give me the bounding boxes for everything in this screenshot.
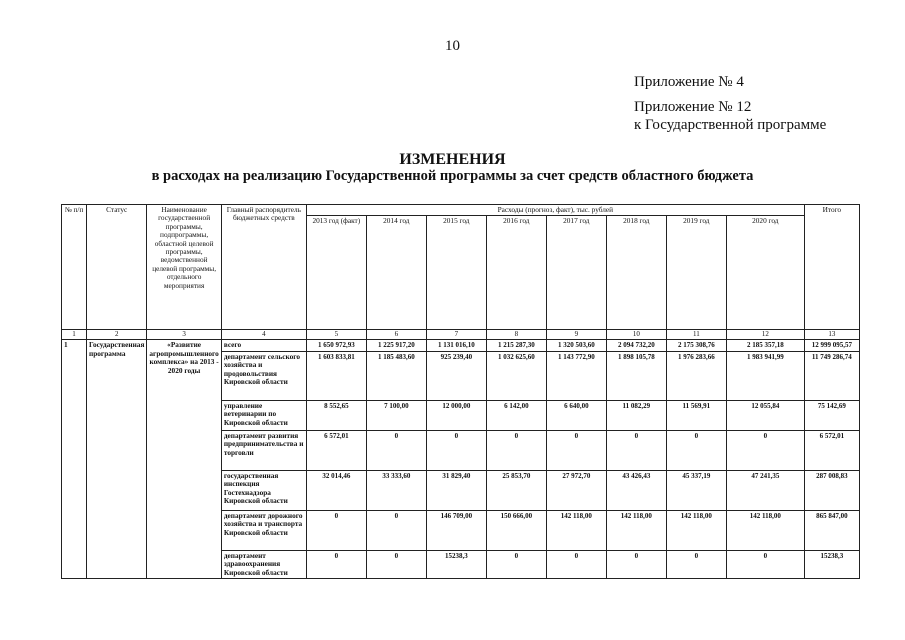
value-cell: 31 829,40 bbox=[426, 470, 486, 510]
column-number: 4 bbox=[221, 330, 306, 340]
expenses-table bbox=[61, 204, 860, 579]
value-cell: 43 426,43 bbox=[606, 470, 666, 510]
header-expenses: Расходы (прогноз, факт), тыс. рублей bbox=[306, 205, 804, 216]
column-number: 5 bbox=[306, 330, 366, 340]
value-cell: 1 131 016,10 bbox=[426, 340, 486, 351]
header-year: 2020 год bbox=[726, 216, 804, 330]
header-executor: Главный распорядитель бюджетных средств bbox=[221, 205, 306, 330]
page-number: 10 bbox=[445, 38, 460, 54]
program-status: Государственная программа bbox=[87, 340, 147, 579]
value-cell: 2 175 308,76 bbox=[666, 340, 726, 351]
appendix-line-1: Приложение № 4 bbox=[634, 74, 744, 90]
value-cell: 150 666,00 bbox=[486, 510, 546, 550]
value-cell: 0 bbox=[726, 430, 804, 470]
header-year: 2017 год bbox=[546, 216, 606, 330]
value-cell: 6 572,01 bbox=[306, 430, 366, 470]
value-cell: 2 094 732,20 bbox=[606, 340, 666, 351]
value-cell: 865 847,00 bbox=[804, 510, 859, 550]
column-number: 6 bbox=[366, 330, 426, 340]
value-cell: 0 bbox=[486, 550, 546, 578]
header-status: Статус bbox=[87, 205, 147, 330]
value-cell: 142 118,00 bbox=[666, 510, 726, 550]
header-no: № п/п bbox=[62, 205, 87, 330]
value-cell: 1 143 772,90 bbox=[546, 351, 606, 400]
value-cell: 1 225 917,20 bbox=[366, 340, 426, 351]
value-cell: 142 118,00 bbox=[726, 510, 804, 550]
header-name: Наименование государственной программы, подпрограммы, областной целевой программы, ведомственной целевой программы, отдельного мероприятия bbox=[147, 205, 221, 330]
value-cell: 15238,3 bbox=[426, 550, 486, 578]
executor-cell: департамент развития предпринимательства и торговли bbox=[221, 430, 306, 470]
column-number: 8 bbox=[486, 330, 546, 340]
value-cell: 0 bbox=[606, 430, 666, 470]
value-cell: 142 118,00 bbox=[606, 510, 666, 550]
column-number: 2 bbox=[87, 330, 147, 340]
value-cell: 1 650 972,93 bbox=[306, 340, 366, 351]
header-year: 2014 год bbox=[366, 216, 426, 330]
column-number: 9 bbox=[546, 330, 606, 340]
value-cell: 45 337,19 bbox=[666, 470, 726, 510]
value-cell: 925 239,40 bbox=[426, 351, 486, 400]
header-year: 2015 год bbox=[426, 216, 486, 330]
value-cell: 0 bbox=[306, 550, 366, 578]
document-subtitle: в расходах на реализацию Государственной программы за счет средств областного бюджета bbox=[151, 168, 754, 184]
value-cell: 0 bbox=[486, 430, 546, 470]
column-number: 13 bbox=[804, 330, 859, 340]
column-number: 12 bbox=[726, 330, 804, 340]
executor-cell: управление ветеринарии по Кировской области bbox=[221, 400, 306, 430]
value-cell: 8 552,65 bbox=[306, 400, 366, 430]
column-number-row bbox=[62, 330, 860, 340]
value-cell: 11 569,91 bbox=[666, 400, 726, 430]
value-cell: 1 032 625,60 bbox=[486, 351, 546, 400]
value-cell: 11 082,29 bbox=[606, 400, 666, 430]
value-cell: 6 142,00 bbox=[486, 400, 546, 430]
value-cell: 75 142,69 bbox=[804, 400, 859, 430]
value-cell: 1 976 283,66 bbox=[666, 351, 726, 400]
value-cell: 0 bbox=[426, 430, 486, 470]
value-cell: 1 983 941,99 bbox=[726, 351, 804, 400]
value-cell: 0 bbox=[366, 510, 426, 550]
value-cell: 0 bbox=[366, 430, 426, 470]
header-year: 2019 год bbox=[666, 216, 726, 330]
value-cell: 0 bbox=[546, 550, 606, 578]
value-cell: 27 972,70 bbox=[546, 470, 606, 510]
header-year: 2013 год (факт) bbox=[306, 216, 366, 330]
value-cell: 47 241,35 bbox=[726, 470, 804, 510]
value-cell: 12 000,00 bbox=[426, 400, 486, 430]
executor-cell: департамент здравоохранения Кировской области bbox=[221, 550, 306, 578]
appendix-line-2 bbox=[634, 98, 826, 134]
value-cell: 142 118,00 bbox=[546, 510, 606, 550]
value-cell: 1 215 287,30 bbox=[486, 340, 546, 351]
executor-cell: государственная инспекция Гостехнадзора Кировской области bbox=[221, 470, 306, 510]
header-year: 2018 год bbox=[606, 216, 666, 330]
value-cell: 0 bbox=[666, 550, 726, 578]
document-title: ИЗМЕНЕНИЯ bbox=[399, 151, 506, 168]
executor-cell: всего bbox=[221, 340, 306, 351]
value-cell: 25 853,70 bbox=[486, 470, 546, 510]
column-number: 10 bbox=[606, 330, 666, 340]
column-number: 11 bbox=[666, 330, 726, 340]
program-name: «Развитие агропромышленного комплекса» на 2013 - 2020 годы bbox=[147, 340, 221, 579]
appendix-line-3-text: к Государственной программе bbox=[634, 117, 827, 133]
column-number: 1 bbox=[62, 330, 87, 340]
value-cell: 287 008,83 bbox=[804, 470, 859, 510]
value-cell: 7 100,00 bbox=[366, 400, 426, 430]
value-cell: 1 185 483,60 bbox=[366, 351, 426, 400]
value-cell: 12 055,84 bbox=[726, 400, 804, 430]
program-no: 1 bbox=[62, 340, 87, 579]
executor-cell: департамент дорожного хозяйства и транспорта Кировской области bbox=[221, 510, 306, 550]
value-cell: 0 bbox=[726, 550, 804, 578]
value-cell: 0 bbox=[366, 550, 426, 578]
table-row bbox=[62, 340, 860, 351]
value-cell: 1 320 503,60 bbox=[546, 340, 606, 351]
value-cell: 6 640,00 bbox=[546, 400, 606, 430]
value-cell: 6 572,01 bbox=[804, 430, 859, 470]
appendix-line-2-text: Приложение № 12 bbox=[634, 99, 752, 115]
value-cell: 0 bbox=[306, 510, 366, 550]
value-cell: 33 333,60 bbox=[366, 470, 426, 510]
value-cell: 1 898 105,78 bbox=[606, 351, 666, 400]
value-cell: 11 749 286,74 bbox=[804, 351, 859, 400]
value-cell: 32 014,46 bbox=[306, 470, 366, 510]
header-total: Итого bbox=[804, 205, 859, 330]
value-cell: 0 bbox=[606, 550, 666, 578]
value-cell: 2 185 357,18 bbox=[726, 340, 804, 351]
header-year: 2016 год bbox=[486, 216, 546, 330]
value-cell: 15238,3 bbox=[804, 550, 859, 578]
column-number: 3 bbox=[147, 330, 221, 340]
value-cell: 1 603 833,81 bbox=[306, 351, 366, 400]
value-cell: 0 bbox=[666, 430, 726, 470]
executor-cell: департамент сельского хозяйства и продовольствия Кировской области bbox=[221, 351, 306, 400]
header-row-1 bbox=[62, 205, 860, 216]
value-cell: 0 bbox=[546, 430, 606, 470]
column-number: 7 bbox=[426, 330, 486, 340]
value-cell: 12 999 095,57 bbox=[804, 340, 859, 351]
value-cell: 146 709,00 bbox=[426, 510, 486, 550]
